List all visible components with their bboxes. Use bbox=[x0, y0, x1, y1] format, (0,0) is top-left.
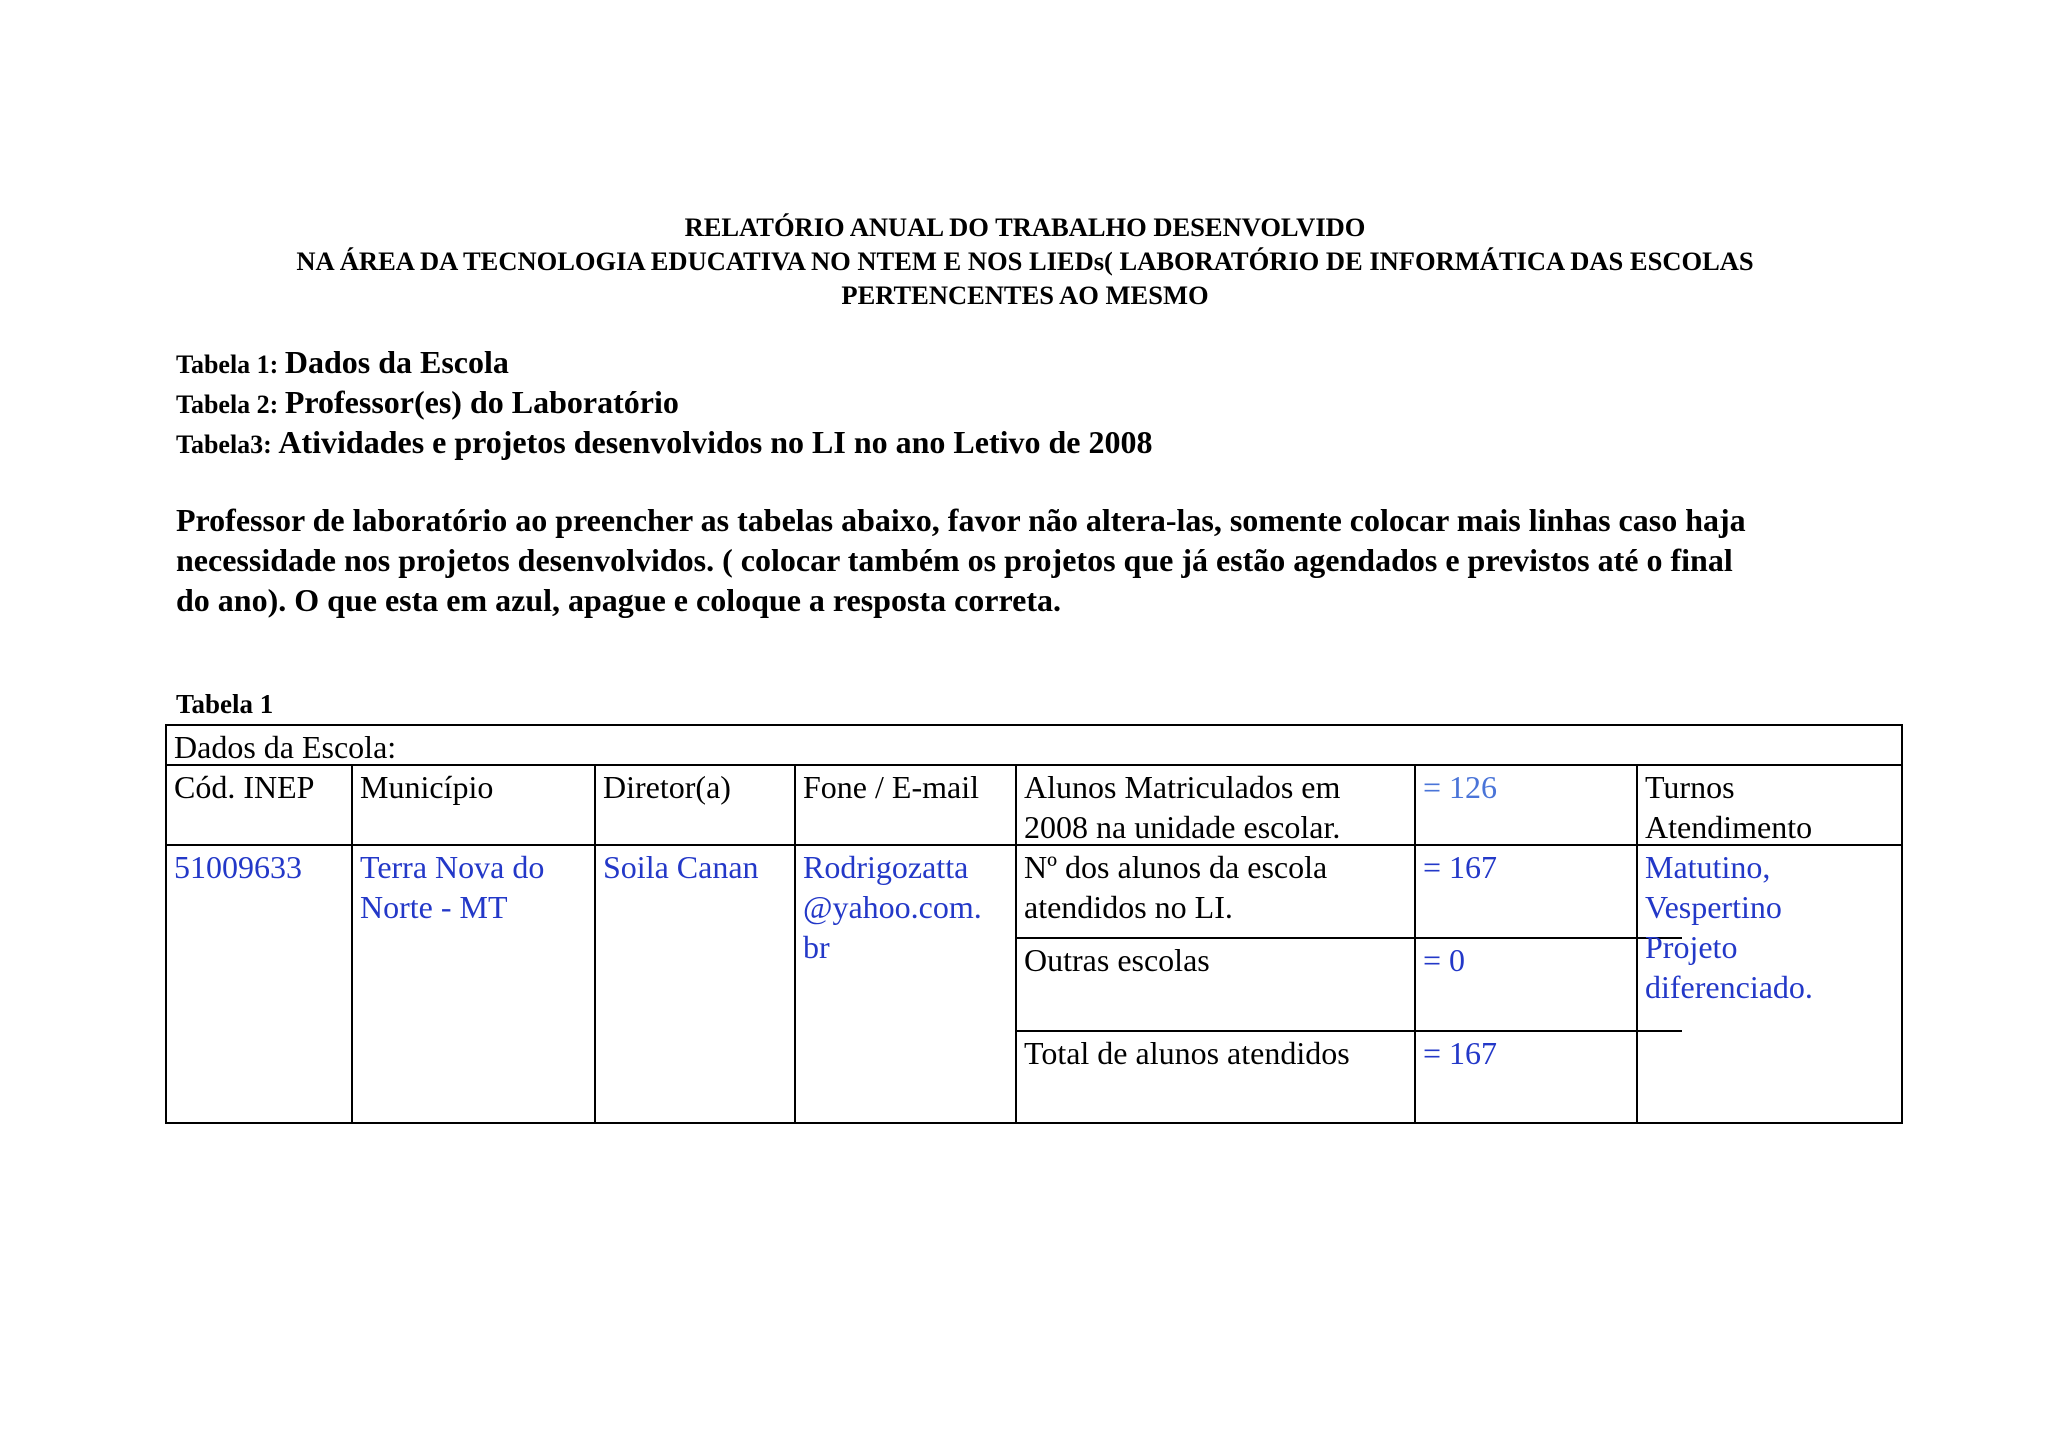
header-turnos-line-2: Atendimento bbox=[1645, 809, 1813, 845]
tables-list-item bbox=[176, 424, 1876, 464]
table-border-right bbox=[1901, 724, 1903, 1124]
turnos-line-3: Projeto bbox=[1645, 929, 1738, 965]
total-alunos-label: Total de alunos atendidos bbox=[1024, 1035, 1350, 1071]
header-line-2: NA ÁREA DA TECNOLOGIA EDUCATIVA NO NTEM E NOS LIEDs( LABORATÓRIO DE INFORMÁTICA DAS ESCOLAS bbox=[296, 246, 1754, 276]
table-row-divider bbox=[1015, 1030, 1682, 1032]
tables-list-value: Professor(es) do Laboratório bbox=[284, 384, 679, 420]
header-line-1: RELATÓRIO ANUAL DO TRABALHO DESENVOLVIDO bbox=[684, 212, 1366, 242]
table-1-caption: Tabela 1 bbox=[176, 689, 274, 719]
instructions-paragraph bbox=[176, 500, 1896, 620]
header-municipio: Município bbox=[360, 769, 494, 805]
alunos-matriculados-value: = 126 bbox=[1423, 769, 1498, 805]
municipio-line-1: Terra Nova do bbox=[360, 849, 545, 885]
table-col-divider bbox=[351, 764, 353, 1124]
header-alunos-matriculados bbox=[1024, 767, 1340, 847]
tables-list-value: Atividades e projetos desenvolvidos no LI no ano Letivo de 2008 bbox=[278, 424, 1153, 460]
alunos-atendidos-line-1: Nº dos alunos da escola bbox=[1024, 849, 1328, 885]
email-line-3: br bbox=[803, 929, 830, 965]
tables-list-item bbox=[176, 384, 1876, 424]
table-border-left bbox=[165, 724, 167, 1124]
alunos-atendidos-value: = 167 bbox=[1423, 849, 1498, 885]
instructions-line-2: necessidade nos projetos desenvolvidos. ( colocar também os projetos que já estão agendados e previstos até o final bbox=[176, 542, 1733, 578]
alunos-atendidos-line-2: atendidos no LI. bbox=[1024, 889, 1233, 925]
outras-escolas-label: Outras escolas bbox=[1024, 942, 1210, 978]
table-row-divider bbox=[165, 764, 1903, 766]
turnos-line-1: Matutino, bbox=[1645, 849, 1771, 885]
instructions-line-3: do ano). O que esta em azul, apague e coloque a resposta correta. bbox=[176, 582, 1061, 618]
municipio-value bbox=[360, 847, 544, 927]
header-line-3: PERTENCENTES AO MESMO bbox=[841, 280, 1209, 310]
table-title: Dados da Escola: bbox=[174, 729, 397, 765]
table-col-divider bbox=[1636, 764, 1638, 1124]
report-header bbox=[160, 210, 1890, 312]
turnos-line-2: Vespertino bbox=[1645, 889, 1782, 925]
header-turnos bbox=[1645, 767, 1812, 847]
header-alunos-line-2: 2008 na unidade escolar. bbox=[1024, 809, 1341, 845]
header-fone-email: Fone / E-mail bbox=[803, 769, 979, 805]
tables-list-item bbox=[176, 344, 1876, 384]
school-data-table bbox=[165, 724, 1903, 1124]
table-border-bottom bbox=[165, 1122, 1903, 1124]
turnos-line-4: diferenciado. bbox=[1645, 969, 1813, 1005]
header-cod-inep: Cód. INEP bbox=[174, 769, 315, 805]
header-alunos-line-1: Alunos Matriculados em bbox=[1024, 769, 1341, 805]
tables-list bbox=[176, 344, 1876, 464]
table-col-divider bbox=[794, 764, 796, 1124]
tables-list-label: Tabela 2: bbox=[176, 390, 285, 419]
tables-list-value: Dados da Escola bbox=[284, 344, 509, 380]
tables-list-label: Tabela3: bbox=[176, 430, 279, 459]
instructions-line-1: Professor de laboratório ao preencher as tabelas abaixo, favor não altera-las, somente colocar mais linhas caso haja bbox=[176, 502, 1746, 538]
header-diretor: Diretor(a) bbox=[603, 769, 731, 805]
table-col-divider bbox=[1414, 764, 1416, 1124]
table-border-top bbox=[165, 724, 1903, 726]
outras-escolas-value: = 0 bbox=[1423, 942, 1466, 978]
cod-inep-value: 51009633 bbox=[174, 849, 302, 885]
municipio-line-2: Norte - MT bbox=[360, 889, 508, 925]
header-turnos-line-1: Turnos bbox=[1645, 769, 1735, 805]
email-value bbox=[803, 847, 982, 967]
diretor-value: Soila Canan bbox=[603, 849, 759, 885]
alunos-atendidos-label bbox=[1024, 847, 1327, 927]
table-col-divider bbox=[1015, 764, 1017, 1124]
table-col-divider bbox=[594, 764, 596, 1124]
table-row-divider bbox=[1015, 937, 1682, 939]
turnos-value bbox=[1645, 847, 1813, 1007]
tables-list-label: Tabela 1: bbox=[176, 350, 285, 379]
email-line-2: @yahoo.com. bbox=[803, 889, 982, 925]
total-alunos-value: = 167 bbox=[1423, 1035, 1498, 1071]
email-line-1: Rodrigozatta bbox=[803, 849, 969, 885]
